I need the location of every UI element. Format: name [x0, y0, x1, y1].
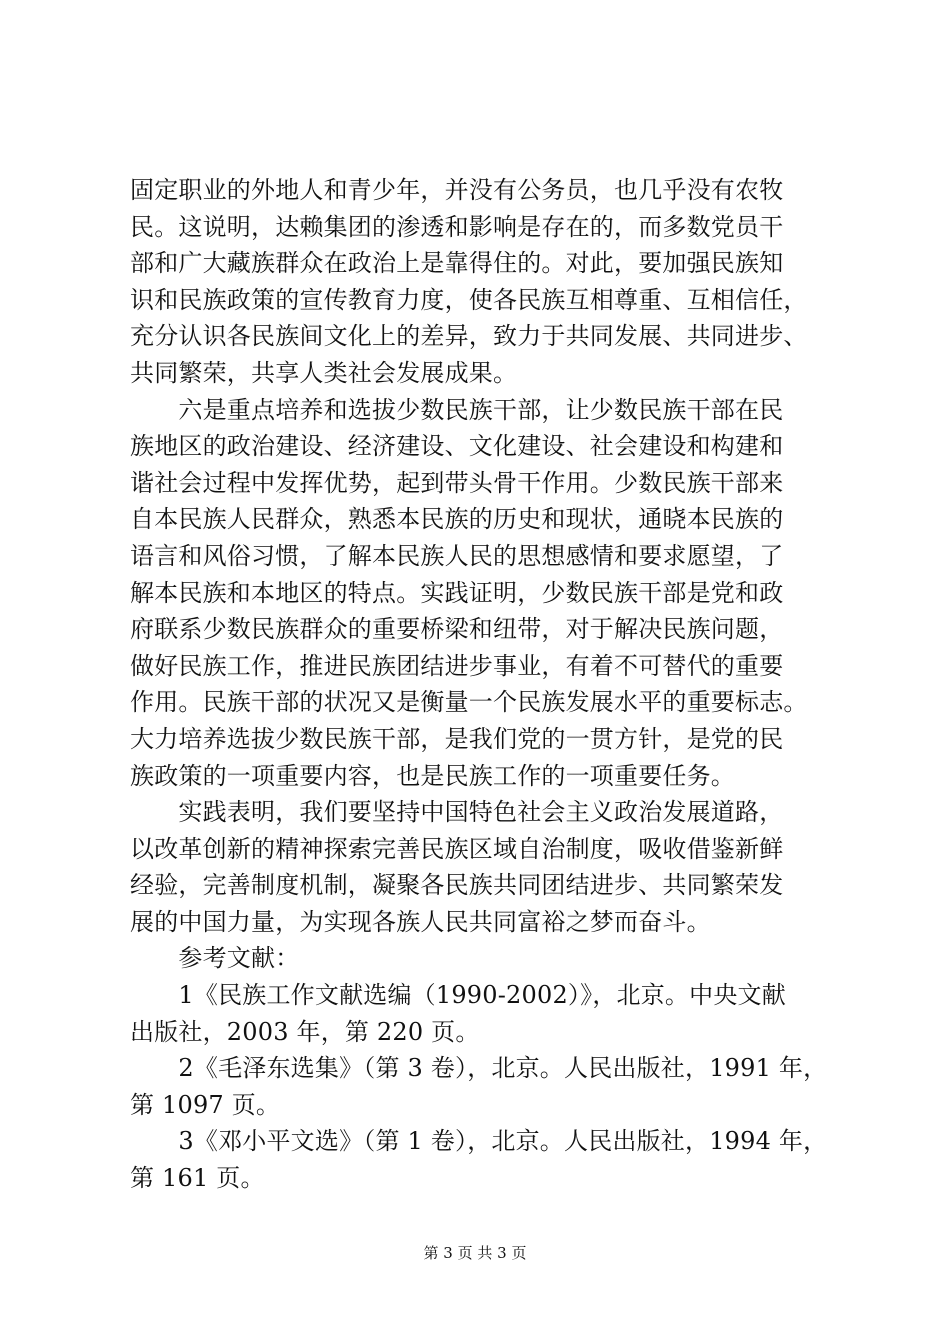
text-line: 民。这说明，达赖集团的渗透和影响是存在的，而多数党员干	[130, 212, 784, 241]
text-line: 语言和风俗习惯，了解本民族人民的思想感情和要求愿望，了	[130, 541, 784, 570]
text-line: 族地区的政治建设、经济建设、文化建设、社会建设和构建和	[130, 432, 784, 461]
text-line: 经验，完善制度机制，凝聚各民族共同团结进步、共同繁荣发	[130, 871, 784, 900]
text-line: 充分认识各民族间文化上的差异，致力于共同发展、共同进步、	[130, 322, 808, 351]
text-line: 自本民族人民群众，熟悉本民族的历史和现状，通晓本民族的	[130, 505, 784, 534]
text-line: 展的中国力量，为实现各族人民共同富裕之梦而奋斗。	[130, 907, 711, 936]
body-text	[130, 172, 830, 1197]
reference-line: 2《毛泽东选集》（第 3 卷），北京。人民出版社，1991 年，	[130, 1054, 828, 1083]
text-line: 族政策的一项重要内容，也是民族工作的一项重要任务。	[130, 761, 735, 790]
text-line: 六是重点培养和选拔少数民族干部，让少数民族干部在民	[130, 395, 784, 424]
text-line: 谐社会过程中发挥优势，起到带头骨干作用。少数民族干部来	[130, 468, 784, 497]
reference-line: 1《民族工作文献选编（1990-2002）》，北京。中央文献	[130, 981, 786, 1010]
reference-line: 出版社，2003 年，第 220 页。	[130, 1017, 480, 1046]
text-line: 解本民族和本地区的特点。实践证明，少数民族干部是党和政	[130, 578, 784, 607]
text-line: 府联系少数民族群众的重要桥梁和纽带，对于解决民族问题，	[130, 615, 784, 644]
text-line: 部和广大藏族群众在政治上是靠得住的。对此，要加强民族知	[130, 249, 784, 278]
text-line: 固定职业的外地人和青少年，并没有公务员，也几乎没有农牧	[130, 176, 784, 204]
text-line: 以改革创新的精神探索完善民族区域自治制度，吸收借鉴新鲜	[130, 834, 784, 863]
text-line: 做好民族工作，推进民族团结进步事业，有着不可替代的重要	[130, 651, 784, 680]
text-line: 作用。民族干部的状况又是衡量一个民族发展水平的重要标志。	[130, 688, 808, 717]
reference-line: 第 1097 页。	[130, 1090, 281, 1119]
text-line: 实践表明，我们要坚持中国特色社会主义政治发展道路，	[130, 798, 784, 827]
text-line: 识和民族政策的宣传教育力度，使各民族互相尊重、互相信任，	[130, 285, 808, 314]
references-heading: 参考文献：	[130, 944, 300, 973]
reference-line: 3《邓小平文选》（第 1 卷），北京。人民出版社，1994 年，	[130, 1127, 828, 1156]
page-footer: 第 3 页 共 3 页	[423, 1244, 527, 1262]
text-line: 共同繁荣，共享人类社会发展成果。	[130, 358, 518, 387]
text-line: 大力培养选拔少数民族干部，是我们党的一贯方针，是党的民	[130, 724, 784, 753]
reference-line: 第 161 页。	[130, 1164, 265, 1193]
